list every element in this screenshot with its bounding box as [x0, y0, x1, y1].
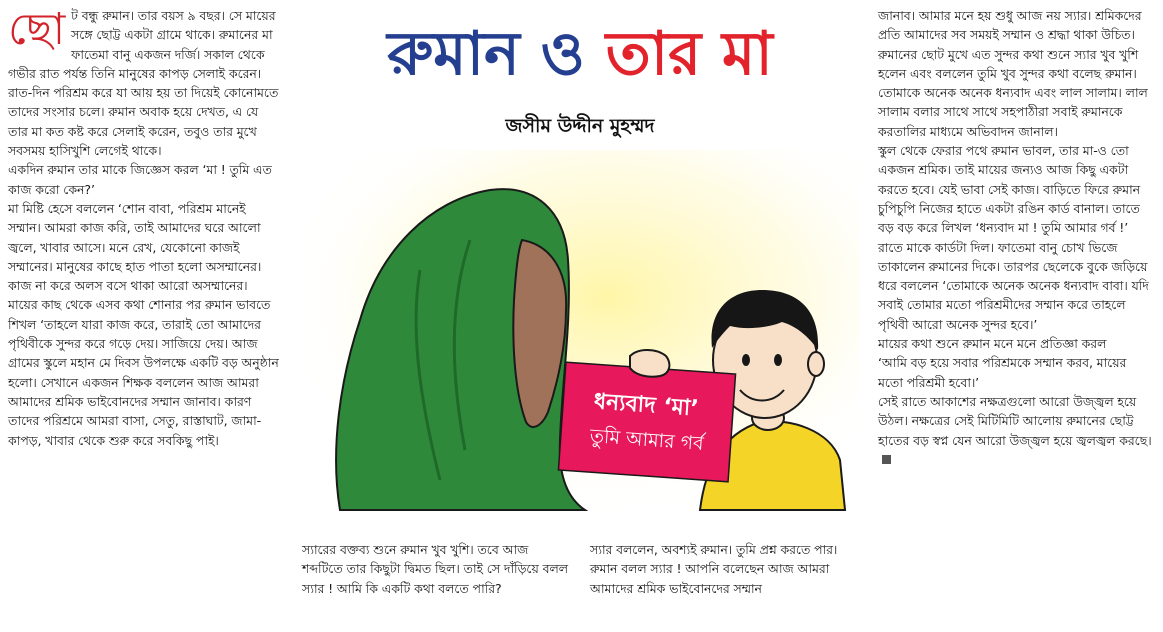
paragraph: একদিন রুমান তার মাকে জিজ্ঞেস করল ‘মা ! তুমি এত কাজ করো কেন?’ [8, 162, 272, 197]
title-part-1: রুমান [387, 19, 520, 89]
paragraph: মায়ের কথা শুনে রুমান মনে মনে প্রতিজ্ঞা করল [878, 336, 1107, 352]
card-line-2: তুমি আমার গর্ব [589, 425, 705, 455]
dropcap: ছো [8, 4, 66, 55]
paragraph: মা মিষ্টি হেসে বললেন ‘শোন বাবা, পরিশ্রম মানেই সম্মান। আমরা কাজ করি, তাই আমাদের ঘরে আলো জ্বলে, খাবার আসে। মনে রেখ, যেকোনো কাজই সম্মানের। মানুষের কাছে হাত পাতা হলো অসম্মানের। কাজ না করে অলস বসে থাকা আরো অসম্মানের। [8, 200, 262, 294]
left-column [8, 6, 280, 450]
paragraph: ‘আমি বড় হয়ে সবার পরিশ্রমকে সম্মান করব, মায়ের মতো পরিশ্রমী হবো।’ [878, 355, 1127, 390]
middle-column-1 [302, 540, 572, 598]
paragraph: রুমানের ছোট মুখে এত সুন্দর কথা শুনে স্যার খুব খুশি হলেন এবং বললেন তুমি খুব সুন্দর কথা বলেছ রুমান। তোমাকে অনেক অনেক ধন্যবাদ এবং লাল সালাম। লাল সালাম বলার সাথে সাথে সহপাঠীরা সবাই রুমানকে করতালির মাধ্যমে অভিবাদন জানাল। [878, 46, 1148, 139]
article-title [300, 14, 860, 94]
paragraph: মায়ের কাছ থেকে এসব কথা শোনার পর রুমান ভাবতে শিখল ‘তাহলে যারা কাজ করে, তারাই তো আমাদের পৃথিবীকে সুন্দর করে গড়ে দেয়। সাজিয়ে দেয়। আজ গ্রামের স্কুলে মহান মে দিবস উপলক্ষে একটি বড় অনুষ্ঠান হলো। সেখানে একজন শিক্ষক বললেন আজ আমরা আমাদের শ্রমিক ভাইবোনদের সম্মান জানাব। কারণ তাদের পরিশ্রমে আমরা বাসা, সেতু, রাস্তাঘাট, জামা-কাপড়, খাবার থেকে শুরু করে সবকিছু পাই। [8, 297, 279, 448]
boy-hand [630, 350, 669, 377]
paragraph: রুমান বলল স্যার ! আপনি বলেছেন আজ আমরা আমাদের শ্রমিক ভাইবোনদের সম্মান [590, 561, 830, 596]
card-body [558, 362, 735, 482]
middle-column-2 [590, 540, 858, 598]
title-part-2: ও [540, 19, 585, 89]
author-byline: জসীম উদ্দীন মুহম্মদ [505, 115, 655, 137]
boy-eye-left [742, 354, 750, 366]
boy-ear [808, 352, 824, 376]
paragraph: স্কুল থেকে ফেরার পথে রুমান ভাবল, তার মা-ও তো একজন শ্রমিক। তাই মায়ের জন্যও আজ কিছু একটা করতে হবে। যেই ভাবা সেই কাজ। বাড়িতে ফিরে রুমান চুপিচুপি নিজের হাতে একটা রঙিন কার্ড বানাল। তাতে বড় বড় করে লিখল ‘ধন্যবাদ মা ! তুমি আমার গর্ব !’ রাতে মাকে কার্ডটা দিল। ফাতেমা বানু চোখ ভিজে তাকালেন রুমানের দিকে। তারপর ছেলেকে বুকে জড়িয়ে ধরে বললেন ‘তোমাকে অনেক অনেক ধন্যবাদ বাবা। যদি সবাই তোমার মতো পরিশ্রমীদের সম্মান করে তাহলে পৃথিবী আরো অনেক সুন্দর হবে।’ [878, 143, 1149, 332]
paragraph [878, 392, 1154, 469]
story-illustration [300, 150, 860, 518]
paragraph [8, 6, 280, 160]
paragraph-text: ট বন্ধু রুমান। তার বয়স ৯ বছর। সে মায়ের সঙ্গে ছোট্ট একটা গ্রামে থাকে। রুমানের মা ফাতেমা বানু একজন দর্জি। সকাল থেকে গভীর রাত পর্যন্ত তিনি মানুষের কাপড় সেলাই করেন। রাত-দিন পরিশ্রম করে যা আয় হয় তা দিয়েই কোনোমতে তাদের সংসার চলে। রুমান অবাক হয়ে দেখত, এ যে তার মা কত কষ্ট করে সেলাই করেন, তবুও তার মুখে সবসময় হাসিখুশি লেগেই থাকে। [8, 8, 279, 159]
paragraph-text: সেই রাতে আকাশের নক্ষত্রগুলো আরো উজ্জ্বল হয়ে উঠল। নক্ষত্রের সেই মিটিমিটি আলোয় রুমানের ছোট্ট হাতের বড় স্বপ্ন যেন আরো উজ্জ্বল হয়ে জ্বলজ্বল করছে। [878, 393, 1152, 448]
title-part-3: তার মা [605, 19, 773, 89]
paragraph: স্যার বললেন, অবশ্যই রুমান। তুমি প্রশ্ন করতে পার। [590, 542, 838, 557]
boy-eye-right [774, 354, 782, 366]
right-column [878, 6, 1154, 469]
paragraph: স্যারের বক্তব্য শুনে রুমান খুব খুশি। তবে আজ শব্দটিতে তার কিছুটা দ্বিমত ছিল। তাই সে দাঁড়িয়ে বলল স্যার ! আমি কি একটি কথা বলতে পারি? [302, 542, 568, 596]
card-line-1: ধন্যবাদ ‘মা’ [592, 389, 700, 422]
end-mark-icon [882, 455, 891, 464]
paragraph: জানাব। আমার মনে হয় শুধু আজ নয় স্যার। শ্রমিকদের প্রতি আমাদের সব সময়ই সম্মান ও শ্রদ্ধা থাকা উচিত। [878, 8, 1142, 43]
